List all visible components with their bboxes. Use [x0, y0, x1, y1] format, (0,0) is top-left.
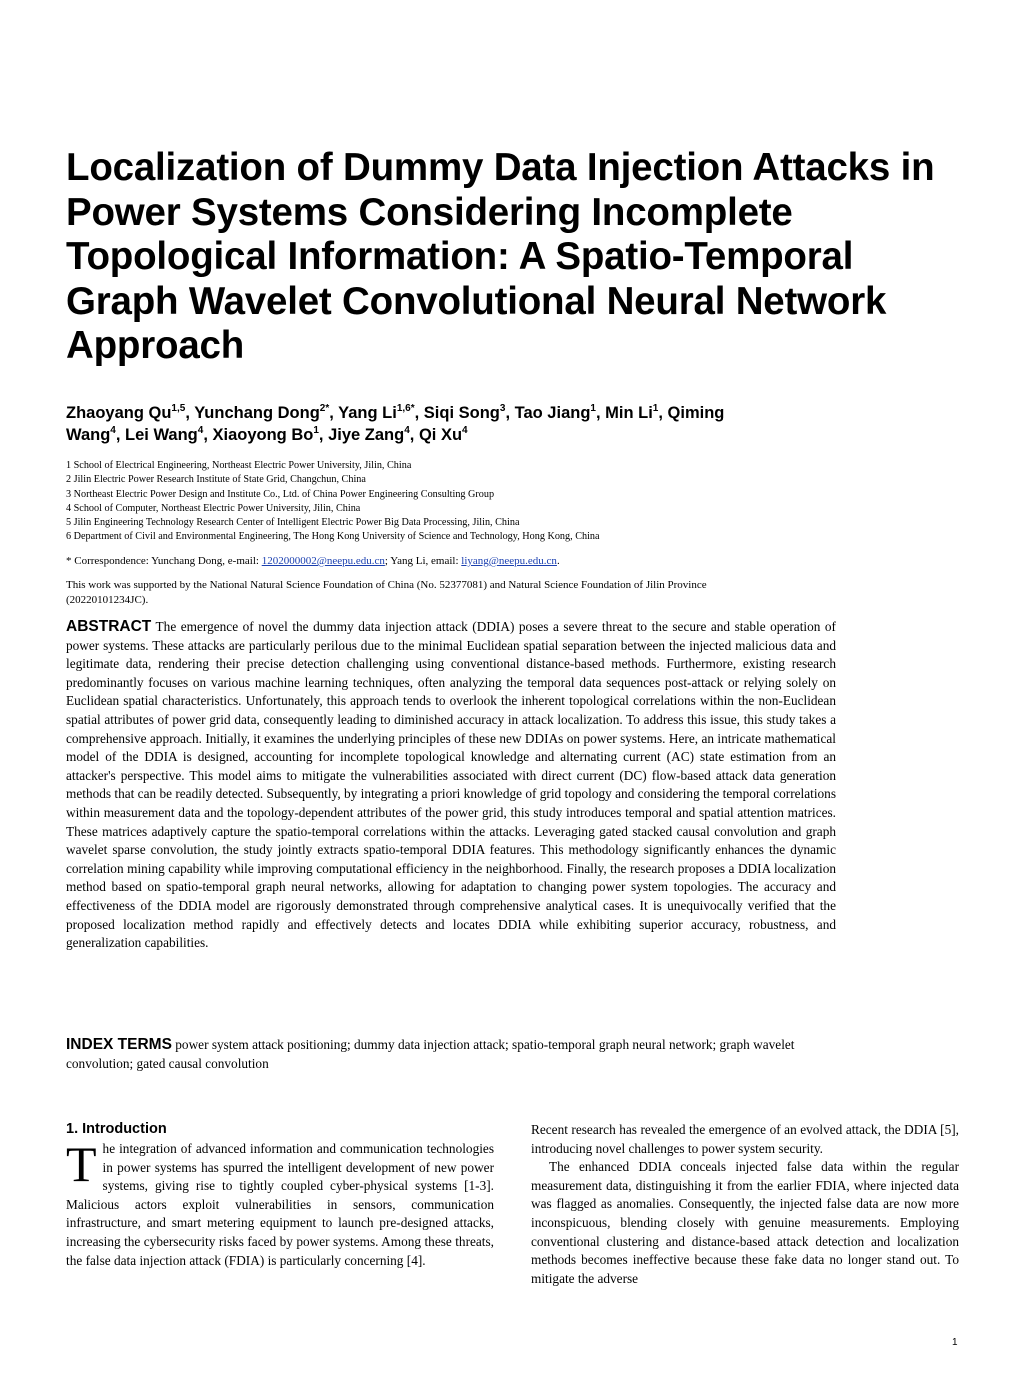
author-separator: ,	[409, 426, 419, 444]
author-name: Qi Xu	[418, 426, 463, 444]
correspondence-middle: ; Yang Li, email:	[384, 555, 462, 567]
author-separator: ,	[185, 404, 195, 422]
author-name: Lei Wang	[125, 426, 198, 444]
index-terms-section	[66, 1036, 846, 1073]
abstract-section	[66, 618, 836, 953]
affiliation-item: 1 School of Electrical Engineering, Northeast Electric Power University, Jilin, China	[66, 460, 412, 471]
author-separator: ,	[115, 426, 126, 444]
author-separator: ,	[329, 404, 339, 422]
email-link-li[interactable]: liyang@neepu.edu.cn	[461, 555, 557, 567]
affiliation-item: 3 Northeast Electric Power Design and Institute Co., Ltd. of China Power Engineering Consulting Group	[66, 488, 495, 500]
affiliation-item: 4 School of Computer, Northeast Electric Power University, Jilin, China	[66, 502, 361, 514]
author-name: Tao Jiang	[514, 404, 591, 422]
correspondence-note	[66, 554, 966, 568]
index-terms-text: power system attack positioning; dummy data injection attack; spatio-temporal graph neural network; graph wavelet convolution; gated causal convolution	[66, 1037, 795, 1071]
correspondence-prefix: * Correspondence: Yunchang Dong, e-mail:	[66, 555, 262, 567]
author-separator: ,	[595, 404, 606, 422]
author-affiliation-sup: 1	[590, 402, 596, 414]
abstract-label: ABSTRACT	[66, 618, 152, 635]
affiliation-item: 2 Jilin Electric Power Research Institute of State Grid, Changchun, China	[66, 474, 366, 486]
author-line-1	[66, 402, 946, 424]
author-affiliation-sup: 1,6*	[396, 402, 415, 414]
author-name: Xiaoyong Bo	[212, 426, 314, 444]
author-name: Yunchang Dong	[194, 404, 320, 422]
author-affiliation-sup: 4	[110, 424, 116, 436]
author-separator: ,	[658, 404, 668, 422]
funding-note: This work was supported by the National Natural Science Foundation of China (No. 52377081) and Natural Science Foundation of Jilin Province (20220101234JC).	[66, 579, 707, 606]
author-separator: ,	[505, 404, 515, 422]
author-separator: ,	[318, 426, 329, 444]
intro-paragraph: he integration of advanced information and communication technologies in power systems has spurred the intelligent development of new power systems, giving rise to tightly coupled cyber-physical systems [1-3]. Malicious actors exploit vulnerabilities in sensors, communication infrastructure, and smart metering equipment to launch pre-designed attacks, increasing the cybersecurity risks faced by power systems. Among these threats, the false data injection attack (FDIA) is particularly concerning [4].	[66, 1141, 494, 1268]
author-affiliation-sup: 4	[404, 424, 410, 436]
author-name: Zhaoyang Qu	[66, 404, 172, 422]
author-line-2	[66, 424, 946, 446]
section-heading-introduction: 1. Introduction	[66, 1121, 167, 1137]
author-affiliation-sup: 4	[462, 424, 468, 436]
author-affiliation-sup: 1	[313, 424, 319, 436]
email-link-dong[interactable]: 1202000002@neepu.edu.cn	[261, 555, 385, 567]
author-name: Jiye Zang	[328, 426, 405, 444]
intro-right-column	[531, 1121, 959, 1288]
author-name: Qiming	[667, 404, 725, 422]
drop-cap: T	[66, 1136, 97, 1192]
affiliation-item: 5 Jilin Engineering Technology Research Center of Intelligent Electric Power Big Data Processing, Jilin, China	[66, 517, 520, 529]
correspondence-suffix: .	[556, 555, 560, 567]
author-name: Siqi Song	[423, 404, 500, 422]
paper-title: Localization of Dummy Data Injection Attacks in Power Systems Considering Incomplete Topological Information: A Spatio-Temporal Graph Wavelet Convolutional Neural Network Approach	[66, 146, 935, 367]
author-affiliation-sup: 1	[652, 402, 659, 414]
author-affiliation-sup: 3	[499, 402, 506, 414]
author-separator: ,	[203, 426, 213, 444]
abstract-text: The emergence of novel the dummy data injection attack (DDIA) poses a severe threat to the secure and stable operation of power systems. These attacks are particularly perilous due to the minimal Euclidean spatial separation between the injected malicious data and legitimate data, rendering their precise detection challenging using conventional distance-based methods. Furthermore, existing research predominantly focuses on various machine learning techniques, often analyzing the temporal data sequences post-attack or relying solely on Euclidean spatial characteristics. Unfortunately, this approach tends to overlook the inherent topological correlations within the non-Euclidean spatial attributes of power grid data, consequently leading to diminished accuracy in attack localization. To address this issue, this study takes a comprehensive approach. Initially, it examines the underlying principles of these new DDIAs on power systems. Here, an intricate mathematical model of the DDIA is designed, accounting for incomplete topological knowledge and alternating current (AC) state estimation from an attacker's perspective. This model aims to mitigate the vulnerabilities associated with direct current (DC) flow-based attack data generation methods that can be readily detected. Subsequently, by integrating a priori knowledge of grid topology and considering the temporal correlations within measurement data and the topology-dependent attributes of the power grid, this study introduces temporal and spatial attention matrices. These matrices adaptively capture the spatio-temporal correlations within the attacks. Leveraging gated stacked causal convolution and graph wavelet sparse convolution, the study jointly extracts spatio-temporal DDIA features. This methodology significantly enhances the dynamic correlation mining capability while improving computational efficiency in the neighborhood. Finally, the research proposes a DDIA localization method based on spatio-temporal graph neural networks, allowing for adaptation to changing power system topologies. The accuracy and effectiveness of the DDIA model are rigorously demonstrated through comprehensive analytical cases. It is unequivocally verified that the proposed localization method rapidly and effectively detects and locates DDIA while exhibiting superior accuracy, robustness, and generalization capabilities.	[66, 619, 836, 951]
intro-left-column	[66, 1136, 494, 1270]
author-list	[66, 402, 946, 446]
author-affiliation-sup: 1,5	[171, 402, 186, 414]
author-separator: ,	[414, 404, 424, 422]
author-name: Yang Li	[338, 404, 397, 422]
page-number: 1	[952, 1337, 958, 1348]
index-terms-label: INDEX TERMS	[66, 1036, 172, 1053]
intro-paragraph: The enhanced DDIA conceals injected false data within the regular measurement data, distinguishing it from the earlier FDIA, where injected data was flagged as anomalies. Consequently, the injected false data are now more inconspicuous, blending closely with genuine measurements. Employing conventional clustering and distance-based attack detection and localization methods becomes ineffective because these fake data no longer stand out. To mitigate the adverse	[531, 1159, 959, 1286]
author-name: Min Li	[605, 404, 653, 422]
author-affiliation-sup: 4	[197, 424, 204, 436]
author-name: Wang	[66, 426, 111, 444]
affiliation-list	[66, 459, 966, 545]
intro-paragraph: Recent research has revealed the emergence of an evolved attack, the DDIA [5], introducing novel challenges to power system security.	[531, 1122, 959, 1156]
author-affiliation-sup: 2*	[319, 402, 330, 414]
affiliation-item: 6 Department of Civil and Environmental Engineering, The Hong Kong University of Science and Technology, Hong Kong, China	[66, 531, 600, 543]
